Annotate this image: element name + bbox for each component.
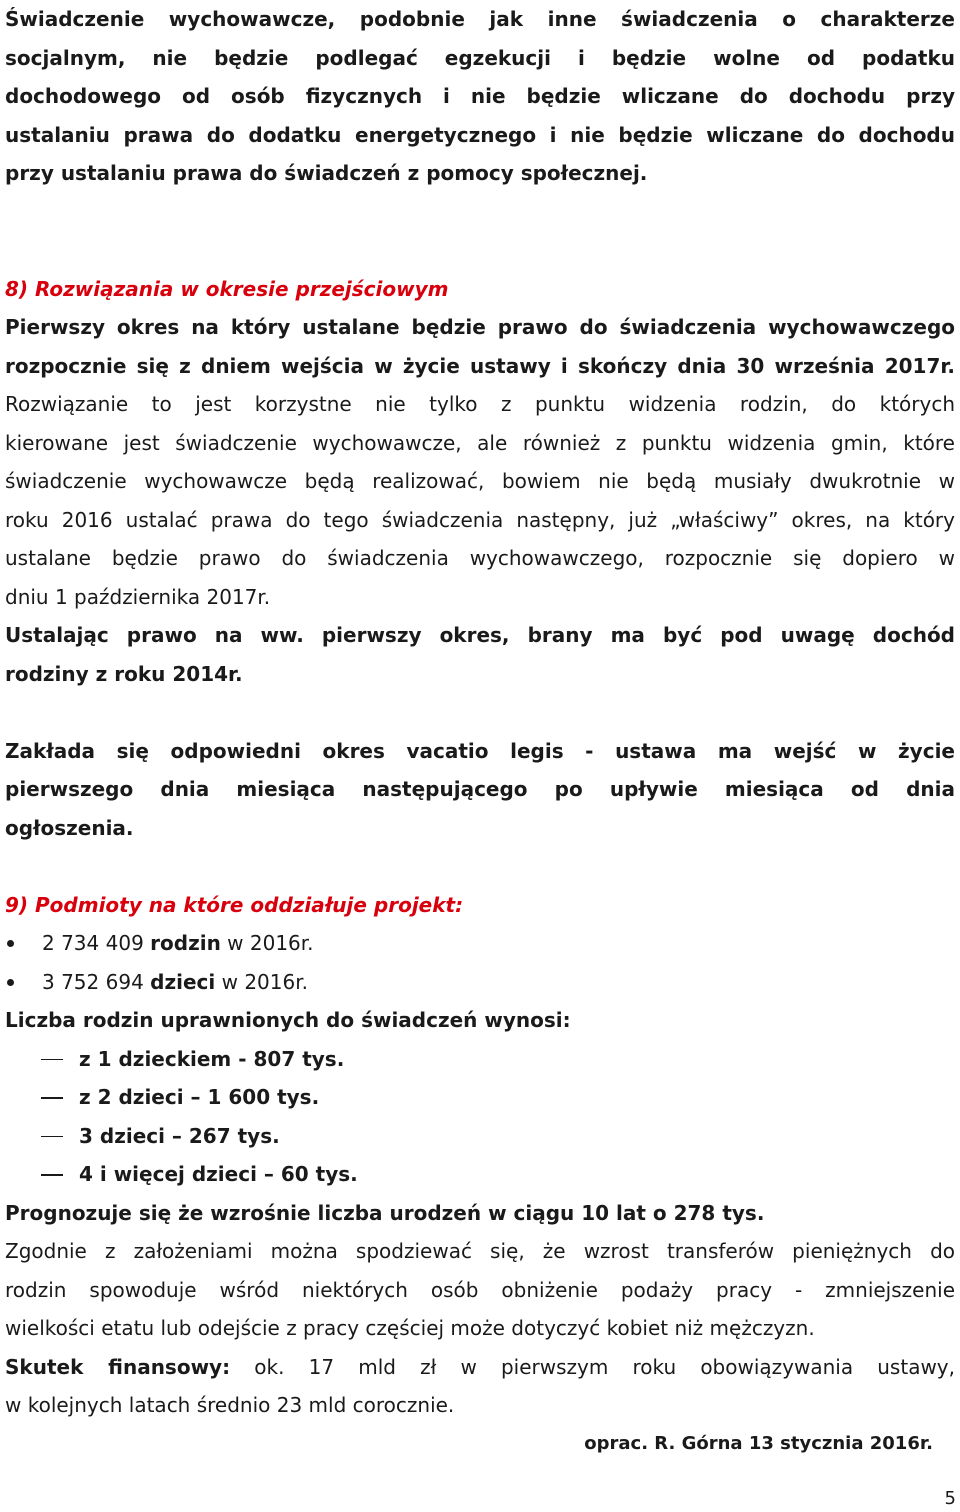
text-line: socjalnym, nie będzie podlegać egzekucji i będzie wolne od podatku bbox=[5, 45, 955, 70]
text-line: ustalaniu prawa do dodatku energetycznego i nie będzie wliczane do dochodu bbox=[5, 122, 955, 147]
text-line: kierowane jest świadczenie wychowawcze, ale również z punktu widzenia gmin, które bbox=[5, 430, 955, 455]
text-line: roku 2016 ustalać prawa do tego świadczenia następny, już „właściwy” okres, na który bbox=[5, 507, 955, 532]
section-8-heading: 8) Rozwiązania w okresie przejściowym bbox=[5, 276, 449, 301]
list-item: z 2 dzieci – 1 600 tys. bbox=[5, 1078, 955, 1117]
list-item: 3 752 694 dzieci w 2016r. bbox=[5, 963, 955, 1002]
list-item: 2 734 409 rodzin w 2016r. bbox=[5, 924, 955, 963]
eligible-heading: Liczba rodzin uprawnionych do świadczeń wynosi: bbox=[5, 1008, 571, 1032]
text-line: przy ustalaniu prawa do świadczeń z pomocy społecznej. bbox=[5, 161, 648, 185]
text-line: ogłoszenia. bbox=[5, 815, 134, 840]
document-page bbox=[5, 0, 955, 1463]
finance-label: Skutek finansowy: bbox=[5, 1354, 231, 1379]
text-line: Świadczenie wychowawcze, podobnie jak inne świadczenia o charakterze bbox=[5, 7, 955, 31]
text-line: wielkości etatu lub odejście z pracy częściej może dotyczyć kobiet niż mężczyzn. bbox=[5, 1316, 815, 1340]
text-line: świadczenie wychowawcze będą realizować, bowiem nie będą musiały dwukrotnie w bbox=[5, 469, 955, 493]
signature: oprac. R. Górna 13 stycznia 2016r. bbox=[584, 1432, 933, 1454]
forecast-line: Prognozuje się że wzrośnie liczba urodzeń w ciągu 10 lat o 278 tys. bbox=[5, 1200, 765, 1225]
list-item: 3 dzieci – 267 tys. bbox=[5, 1117, 955, 1156]
text-line: rodziny z roku 2014r. bbox=[5, 661, 243, 686]
text-line: dniu 1 października 2017r. bbox=[5, 584, 271, 609]
text-line: rozpocznie się z dniem wejścia w życie ustawy i skończy dnia 30 września 2017r. bbox=[5, 353, 955, 378]
page-number: 5 bbox=[944, 1488, 956, 1509]
text-line: Zgodnie z założeniami można spodziewać się, że wzrost transferów pieniężnych do bbox=[5, 1239, 955, 1263]
list-item: z 1 dzieckiem - 807 tys. bbox=[5, 1040, 955, 1079]
dash-icon bbox=[41, 1097, 63, 1099]
bullet-icon bbox=[7, 940, 14, 947]
dash-icon bbox=[41, 1136, 63, 1138]
text-line: ustalane będzie prawo do świadczenia wychowawczego, rozpocznie się dopiero w bbox=[5, 546, 955, 570]
list-item: 4 i więcej dzieci – 60 tys. bbox=[5, 1155, 955, 1194]
finance-line: Skutek finansowy: ok. 17 mld zł w pierwszym roku obowiązywania ustawy, bbox=[5, 1354, 956, 1379]
text-line: w kolejnych latach średnio 23 mld corocznie. bbox=[5, 1393, 455, 1417]
text-line: Zakłada się odpowiedni okres vacatio legis - ustawa ma wejść w życie bbox=[5, 738, 955, 763]
bullet-icon bbox=[7, 979, 14, 986]
dash-icon bbox=[41, 1174, 63, 1176]
text-line: rodzin spowoduje wśród niektórych osób obniżenie podaży pracy - zmniejszenie bbox=[5, 1277, 955, 1302]
dash-icon bbox=[41, 1059, 63, 1061]
paragraph-intro bbox=[5, 0, 955, 193]
text-line: Ustalając prawo na ww. pierwszy okres, brany ma być pod uwagę dochód bbox=[5, 623, 955, 647]
text-line: dochodowego od osób fizycznych i nie będzie wliczane do dochodu przy bbox=[5, 84, 955, 108]
text-line: Rozwiązanie to jest korzystne nie tylko z punktu widzenia rodzin, do których bbox=[5, 392, 955, 416]
text-line: pierwszego dnia miesiąca następującego po upływie miesiąca od dnia bbox=[5, 777, 955, 801]
text-line: Pierwszy okres na który ustalane będzie prawo do świadczenia wychowawczego bbox=[5, 315, 955, 339]
section-9-heading: 9) Podmioty na które oddziałuje projekt: bbox=[5, 892, 464, 917]
